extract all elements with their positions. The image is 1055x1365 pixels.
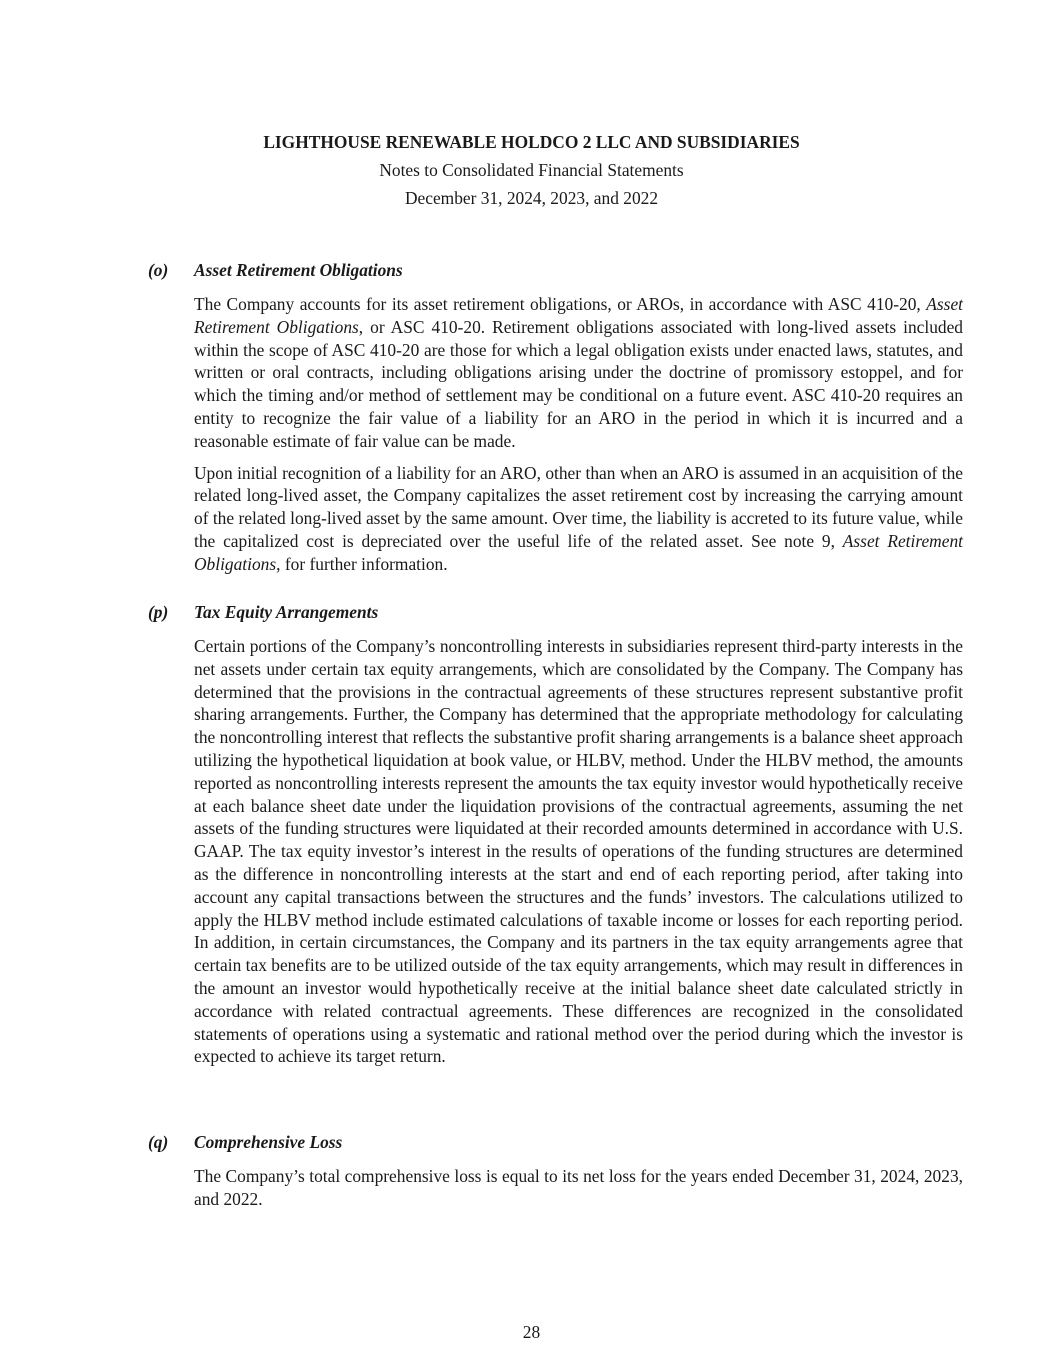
statement-subtitle: Notes to Consolidated Financial Statements: [379, 160, 684, 180]
document-header: [0, 128, 1055, 212]
italic-title: Asset Retirement Obligations: [194, 294, 963, 337]
section-title: Asset Retirement Obligations: [194, 260, 403, 280]
section-heading: [148, 1131, 963, 1154]
text-run: The Company accounts for its asset retirement obligations, or AROs, in accordance with ASC 410-20,: [194, 294, 927, 314]
section-heading: [148, 601, 963, 624]
section-asset-retirement-obligations: [148, 259, 963, 576]
paragraph: [194, 293, 963, 453]
text-run: Upon initial recognition of a liability for an ARO, other than when an ARO is assumed in an acquisition of the related long-lived asset, the Company capitalizes the asset retirement cost by increasing the carrying amount of the related long-lived asset by the same amount. Over time, the liability is accreted to its future value, while the capitalized cost is depreciated over the useful life of the related asset. See note 9,: [194, 462, 963, 551]
paragraph: Certain portions of the Company’s noncontrolling interests in subsidiaries represent third-party interests in the net assets under certain tax equity arrangements, which are consolidated by the Company. The Company has determined that the provisions in the contractual agreements of these structures represent substantive profit sharing arrangements. Further, the Company has determined that the appropriate methodology for calculating the noncontrolling interest that reflects the substantive profit sharing arrangements is a balance sheet approach utilizing the hypothetical liquidation at book value, or HLBV, method. Under the HLBV method, the amounts reported as noncontrolling interests represent the amounts the tax equity investor would hypothetically receive at each balance sheet date under the liquidation provisions of the contractual agreements, assuming the net assets of the funding structures were liquidated at their recorded amounts determined in accordance with U.S. GAAP. The tax equity investor’s interest in the results of operations of the funding structures are determined as the difference in noncontrolling interests at the start and end of each reporting period, after taking into account any capital transactions between the structures and the funds’ investors. The calculations utilized to apply the HLBV method include estimated calculations of taxable income or losses for each reporting period. In addition, in certain circumstances, the Company and its partners in the tax equity arrangements agree that certain tax benefits are to be utilized outside of the tax equity arrangements, which may result in differences in the amount an investor would hypothetically receive at the initial balance sheet date calculated strictly in accordance with related contractual agreements. These differences are recognized in the consolidated statements of operations using a systematic and rational method over the period during which the investor is expected to achieve its target return.: [194, 636, 963, 1067]
section-letter: (q): [148, 1132, 169, 1152]
paragraph: The Company’s total comprehensive loss is equal to its net loss for the years ended December 31, 2024, 2023, and 2022.: [194, 1166, 963, 1209]
company-name: LIGHTHOUSE RENEWABLE HOLDCO 2 LLC AND SUBSIDIARIES: [263, 132, 800, 152]
section-letter: (p): [148, 602, 169, 622]
section-title: Tax Equity Arrangements: [194, 602, 379, 622]
section-heading: [148, 259, 963, 282]
italic-title: Asset Retirement Obligations: [194, 530, 963, 574]
statement-date: December 31, 2024, 2023, and 2022: [404, 188, 659, 208]
section-comprehensive-loss: [148, 1131, 963, 1211]
paragraph: [194, 462, 963, 576]
section-tax-equity-arrangements: [148, 601, 963, 1068]
page-number: 28: [522, 1322, 541, 1342]
text-run: , or ASC 410-20. Retirement obligations associated with long-lived assets included within the scope of ASC 410-20 are those for which a legal obligation exists under enacted laws, statutes, and written or oral contracts, including obligations arising under the doctrine of promissory estoppel, and for which the timing and/or method of settlement may be conditional on a future event. ASC 410-20 requires an entity to recognize the fair value of a liability for an ARO in the period in which it is incurred and a reasonable estimate of fair value can be made.: [194, 316, 964, 451]
section-title: Comprehensive Loss: [194, 1132, 343, 1152]
text-run: , for further information.: [276, 553, 448, 574]
section-letter: (o): [148, 260, 169, 280]
